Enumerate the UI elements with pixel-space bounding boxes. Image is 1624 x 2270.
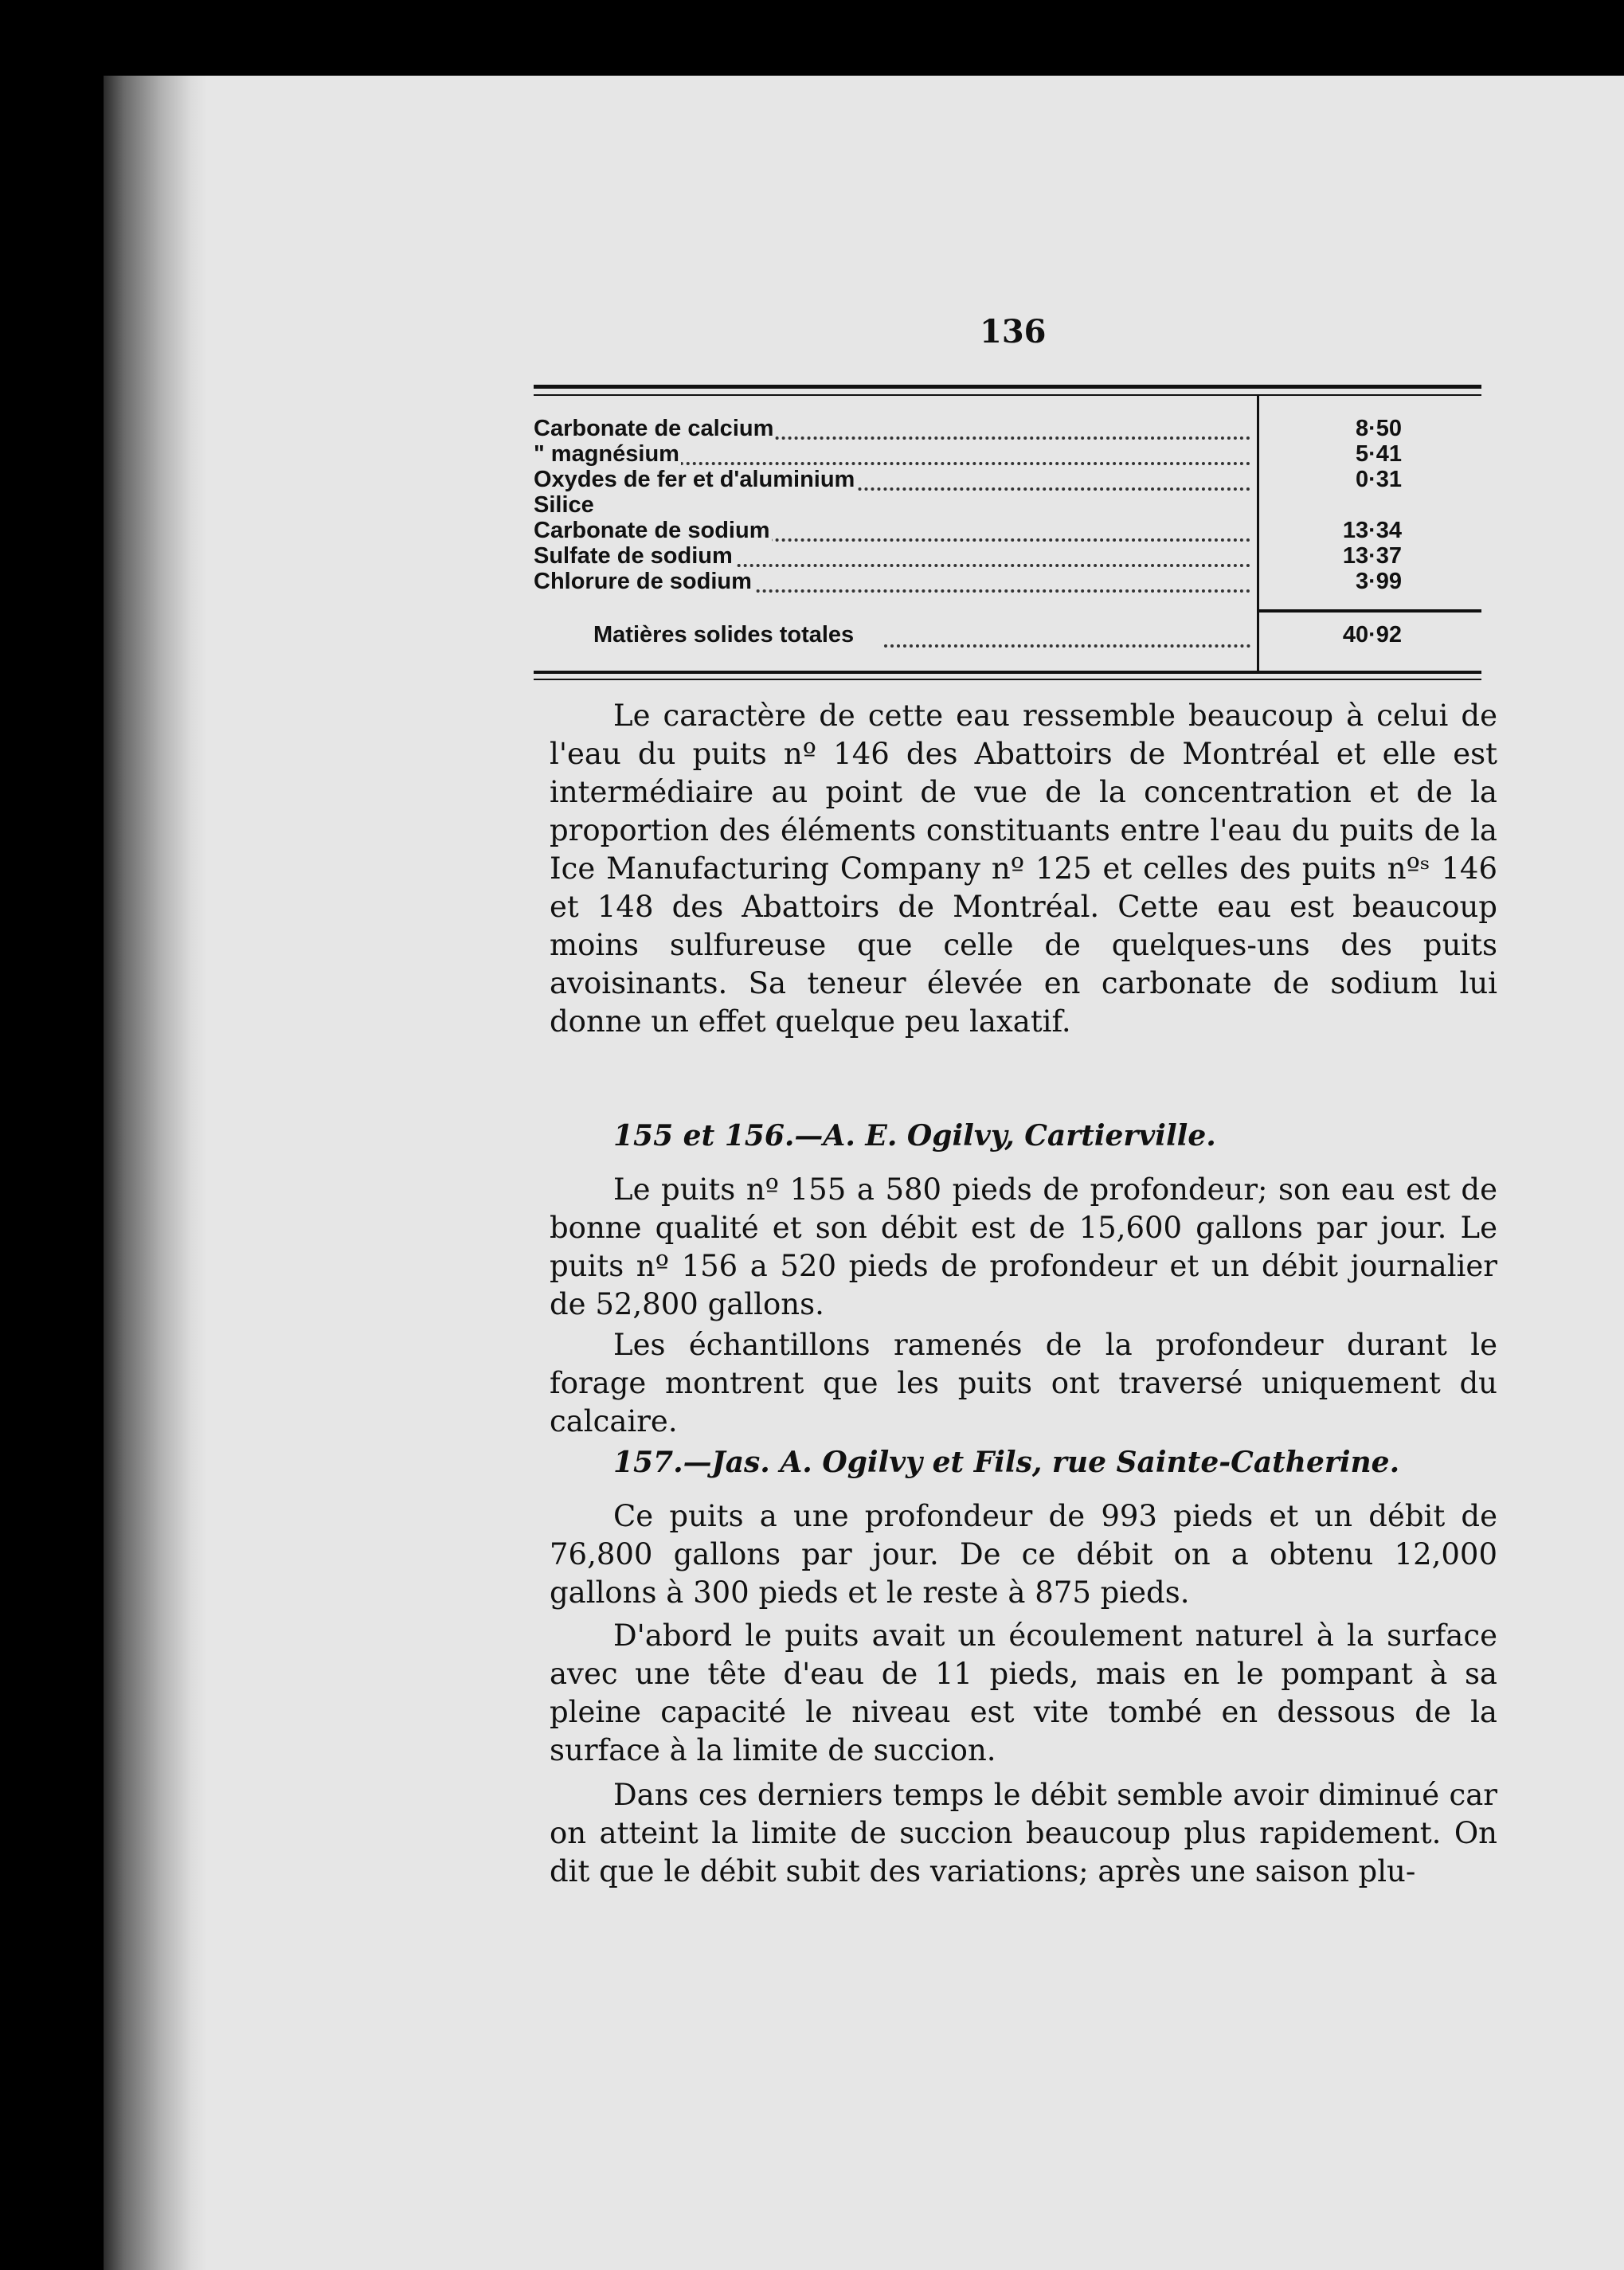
row-value: 13·37 bbox=[1342, 543, 1402, 569]
row-label: Carbonate de sodium bbox=[534, 518, 770, 543]
table-row bbox=[534, 569, 1250, 594]
total-value: 40·92 bbox=[1342, 622, 1402, 648]
paragraph: Le caractère de cette eau ressemble beaucoup à celui de l'eau du puits nº 146 des Abattoirs de Montréal et elle est intermédiaire au point de vue de la concentration et de la proportion des éléments constituants entre l'eau du puits de la Ice Manufacturing Company nº 125 et celles des puits nºˢ 146 et 148 des Abattoirs de Montréal. Cette eau est beaucoup moins sulfureuse que celle de quelques-uns des puits avoisinants. Sa teneur élevée en carbonate de sodium lui donne un effet quelque peu laxatif. bbox=[550, 699, 1497, 1039]
table-total-rule bbox=[1258, 609, 1481, 613]
page-binding-shadow bbox=[104, 76, 207, 2270]
paragraph: D'abord le puits avait un écoulement naturel à la surface avec une tête d'eau de 11 pieds, mais en le pompant à sa pleine capacité le niveau est vite tombé en dessous de la surface à la limite de succion. bbox=[550, 1618, 1497, 1767]
paragraph: Ce puits a une profondeur de 993 pieds et un débit de 76,800 gallons par jour. De ce débit on a obtenu 12,000 gallons à 300 pieds et le reste à 875 pieds. bbox=[550, 1499, 1497, 1610]
paragraph: Le puits nº 155 a 580 pieds de profondeur; son eau est de bonne qualité et son débit est de 15,600 gallons par jour. Le puits nº 156 a 520 pieds de profondeur et un débit journalier de 52,800 gallons. bbox=[550, 1172, 1497, 1321]
row-label: " magnésium bbox=[534, 441, 679, 467]
total-label: Matières solides totales bbox=[593, 622, 855, 648]
row-label: Chlorure de sodium bbox=[534, 569, 752, 594]
row-label: Carbonate de calcium bbox=[534, 416, 774, 441]
table-bottom-rule-thin bbox=[534, 679, 1481, 680]
row-value: 0·31 bbox=[1355, 467, 1402, 492]
table-top-rule bbox=[534, 385, 1481, 389]
section-heading: 157.—Jas. A. Ogilvy et Fils, rue Sainte-Catherine. bbox=[613, 1446, 1400, 1479]
paragraph: Les échantillons ramenés de la profondeur durant le forage montrent que les puits ont traversé uniquement du calcaire. bbox=[550, 1328, 1497, 1438]
total-leader-dots bbox=[884, 644, 1250, 648]
row-value: 13·34 bbox=[1342, 518, 1402, 543]
paragraph: Dans ces derniers temps le débit semble avoir diminué car on atteint la limite de succion beaucoup plus rapidement. On dit que le débit subit des variations; après une saison plu- bbox=[550, 1778, 1497, 1888]
row-value: 3·99 bbox=[1355, 569, 1402, 594]
table-bottom-rule bbox=[534, 671, 1481, 674]
row-value: 5·41 bbox=[1355, 441, 1402, 467]
row-label: Oxydes de fer et d'aluminium bbox=[534, 467, 855, 492]
table-row bbox=[534, 467, 1250, 492]
table-top-rule-thin bbox=[534, 394, 1481, 396]
page-number: 136 bbox=[980, 313, 1047, 350]
row-label: Silice bbox=[534, 492, 594, 518]
section-heading: 155 et 156.—A. E. Ogilvy, Cartierville. bbox=[613, 1119, 1216, 1153]
row-value: 8·50 bbox=[1355, 416, 1402, 441]
table-column-divider bbox=[1257, 396, 1259, 671]
row-label: Sulfate de sodium bbox=[534, 543, 733, 569]
